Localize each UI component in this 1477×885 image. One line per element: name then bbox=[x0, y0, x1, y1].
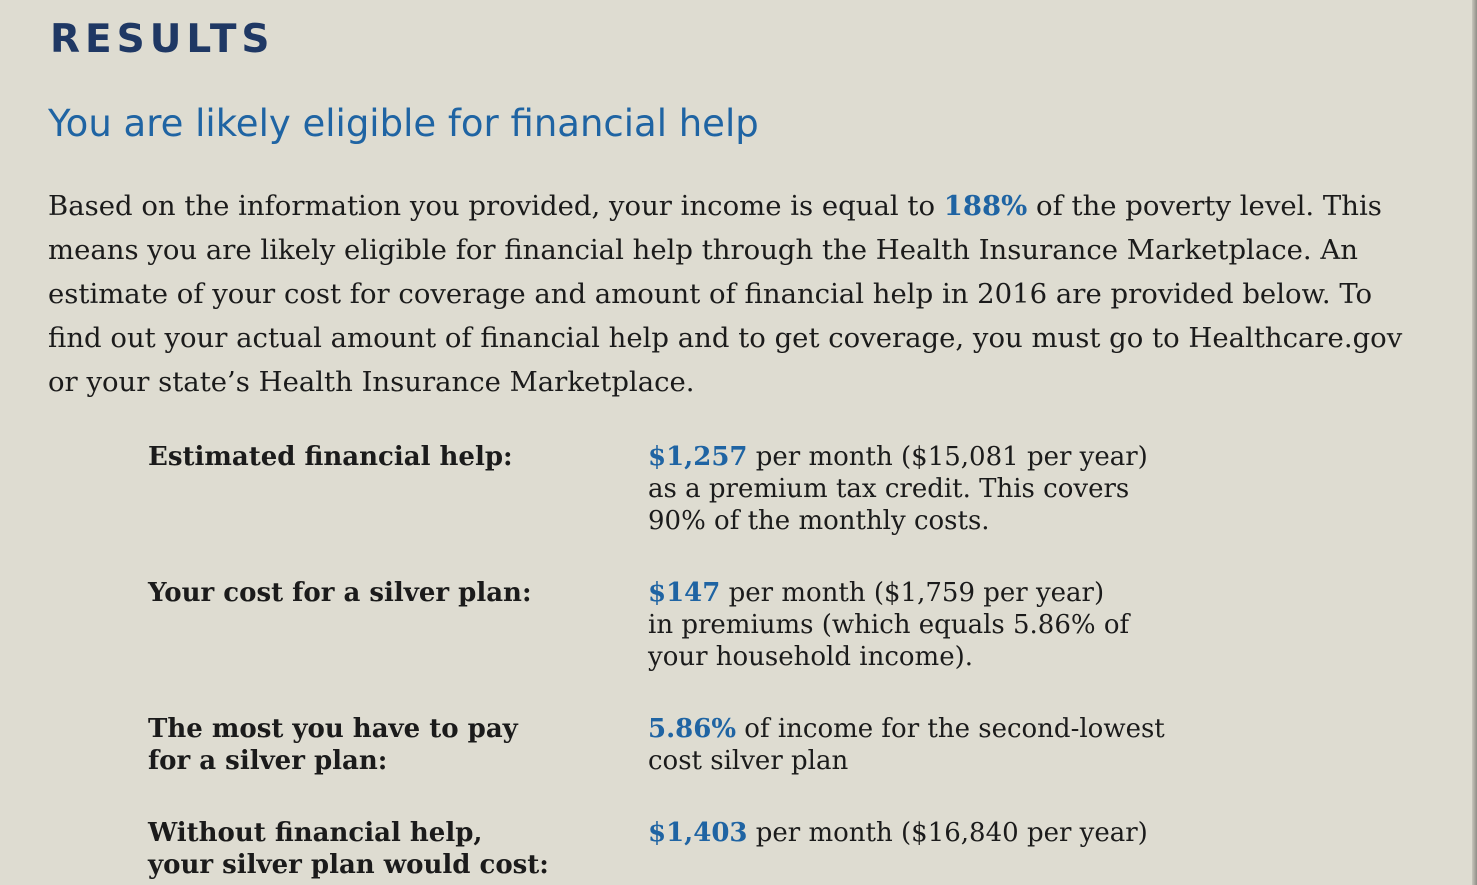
intro-paragraph bbox=[48, 184, 1428, 404]
result-value-text: per month ($1,759 per year) bbox=[720, 578, 1105, 608]
result-value-text: per month ($16,840 per year) bbox=[747, 818, 1148, 848]
result-value-line bbox=[648, 713, 1208, 745]
result-value-line: as a premium tax credit. This covers bbox=[648, 474, 1130, 504]
results-heading: RESULTS bbox=[50, 17, 275, 62]
result-value-line: in premiums (which equals 5.86% of bbox=[648, 610, 1130, 640]
intro-text-before: Based on the information you provided, your income is equal to bbox=[48, 190, 944, 222]
result-label-line: your silver plan would cost: bbox=[148, 850, 549, 880]
result-amount: $1,257 bbox=[648, 442, 748, 472]
page-right-edge-shadow bbox=[1472, 0, 1477, 885]
result-label bbox=[148, 817, 588, 881]
poverty-level-percent: 188% bbox=[943, 190, 1028, 222]
result-value-line bbox=[648, 577, 1208, 609]
result-label bbox=[148, 577, 588, 609]
result-value bbox=[648, 577, 1208, 673]
result-label-line: Your cost for a silver plan: bbox=[148, 578, 532, 608]
result-value-line: your household income). bbox=[648, 642, 973, 672]
intro-text-after: of the poverty level. This means you are likely eligible for financial help through the Health Insurance Marketplace. An estimate of your cost for coverage and amount of financial help in 2016 are provided below. To find out your actual amount of financial help and to get coverage, you must go to Healthcare.gov or your state’s Health Insurance Marketplace. bbox=[48, 190, 1403, 398]
result-amount: 5.86% bbox=[648, 714, 737, 744]
result-amount: $1,403 bbox=[648, 818, 748, 848]
result-amount: $147 bbox=[648, 578, 721, 608]
result-value-line: 90% of the monthly costs. bbox=[648, 506, 990, 536]
result-value bbox=[648, 441, 1208, 537]
result-label-line: Estimated financial help: bbox=[148, 442, 513, 472]
result-label-line: The most you have to pay bbox=[148, 714, 518, 744]
result-value bbox=[648, 713, 1208, 777]
result-label bbox=[148, 713, 588, 777]
result-value-line bbox=[648, 441, 1208, 473]
result-value-text: per month ($15,081 per year) bbox=[747, 442, 1148, 472]
result-label bbox=[148, 441, 588, 473]
result-label-line: for a silver plan: bbox=[148, 746, 388, 776]
result-label-line: Without financial help, bbox=[148, 818, 483, 848]
eligibility-subheading: You are likely eligible for financial help bbox=[48, 102, 759, 145]
result-value-line: cost silver plan bbox=[648, 746, 849, 776]
result-value-text: of income for the second-lowest bbox=[736, 714, 1165, 744]
result-value bbox=[648, 817, 1208, 849]
result-value-line bbox=[648, 817, 1208, 849]
